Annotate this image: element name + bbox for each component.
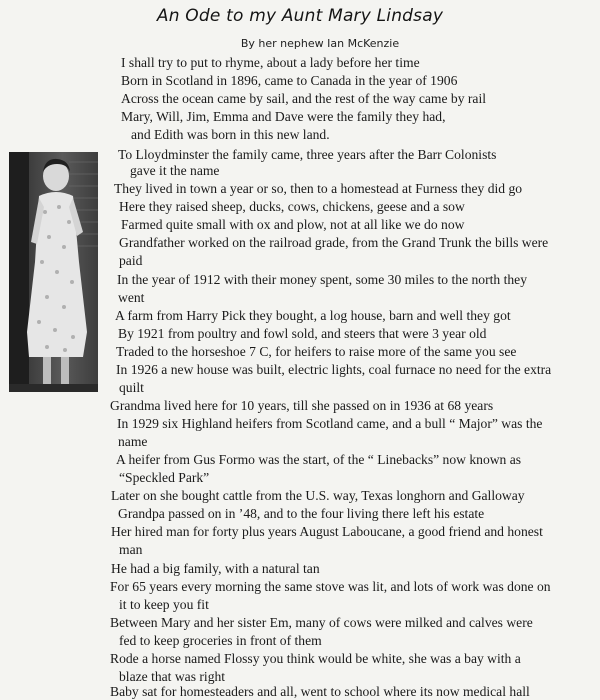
poem-line: fed to keep groceries in front of them: [119, 633, 322, 648]
poem-line: Grandpa passed on in ’48, and to the four living there left his estate: [118, 506, 485, 521]
poem-line: I shall try to put to rhyme, about a lady before her time: [121, 55, 420, 70]
poem-line: He had a big family, with a natural tan: [111, 561, 320, 576]
poem-line: In 1929 six Highland heifers from Scotland came, and a bull “ Major” was the: [117, 416, 543, 431]
poem-line: “Speckled Park”: [119, 470, 210, 485]
poem-line: They lived in town a year or so, then to a homestead at Furness they did go: [114, 181, 523, 196]
poem-line: Between Mary and her sister Em, many of cows were milked and calves were: [110, 615, 533, 630]
poem-line: In the year of 1912 with their money spent, some 30 miles to the north they: [117, 272, 527, 287]
poem-line: Grandma lived here for 10 years, till she passed on in 1936 at 68 years: [110, 398, 494, 413]
poem-line: Mary, Will, Jim, Emma and Dave were the family they had,: [121, 109, 446, 124]
poem-line: Traded to the horseshoe 7 C, for heifers to raise more of the same you see: [116, 344, 517, 359]
poem-line: and Edith was born in this new land.: [131, 127, 330, 142]
poem-line: went: [118, 290, 145, 305]
page-title: An Ode to my Aunt Mary Lindsay: [156, 6, 444, 26]
poem-line: paid: [119, 253, 143, 268]
poem-line: Grandfather worked on the railroad grade, from the Grand Trunk the bills were: [119, 235, 549, 250]
poem-line: Born in Scotland in 1896, came to Canada in the year of 1906: [121, 73, 458, 88]
poem-line: Rode a horse named Flossy you think would be white, she was a bay with a: [110, 651, 521, 666]
poem-line: Farmed quite small with ox and plow, not at all like we do now: [121, 217, 465, 232]
poem-line: blaze that was right: [119, 669, 226, 684]
byline: By her nephew Ian McKenzie: [240, 37, 400, 50]
poem-line: Baby sat for homesteaders and all, went to school where its now medical hall: [110, 684, 530, 699]
poem-line: it to keep you fit: [119, 597, 209, 612]
poem-line: gave it the name: [130, 163, 220, 178]
poem-line: Here they raised sheep, ducks, cows, chickens, geese and a sow: [119, 199, 465, 214]
poem-line: In 1926 a new house was built, electric lights, coal furnace no need for the extra: [116, 362, 552, 377]
poem-line: quilt: [119, 380, 144, 395]
poem-line: A heifer from Gus Formo was the start, of the “ Linebacks” now known as: [116, 452, 522, 467]
poem-line: man: [119, 542, 143, 557]
poem-line: name: [118, 434, 148, 449]
poem-line: For 65 years every morning the same stove was lit, and lots of work was done on: [110, 579, 551, 594]
poem-line: To Lloydminster the family came, three years after the Barr Colonists: [118, 147, 497, 162]
poem-line: Across the ocean came by sail, and the rest of the way came by rail: [121, 91, 487, 106]
poem-line: Her hired man for forty plus years August Laboucane, a good friend and honest: [111, 524, 543, 539]
poem-line: A farm from Harry Pick they bought, a log house, barn and well they got: [115, 308, 511, 323]
poem-line: By 1921 from poultry and fowl sold, and steers that were 3 year old: [118, 326, 487, 341]
poem-line: Later on she bought cattle from the U.S. way, Texas longhorn and Galloway: [111, 488, 525, 503]
